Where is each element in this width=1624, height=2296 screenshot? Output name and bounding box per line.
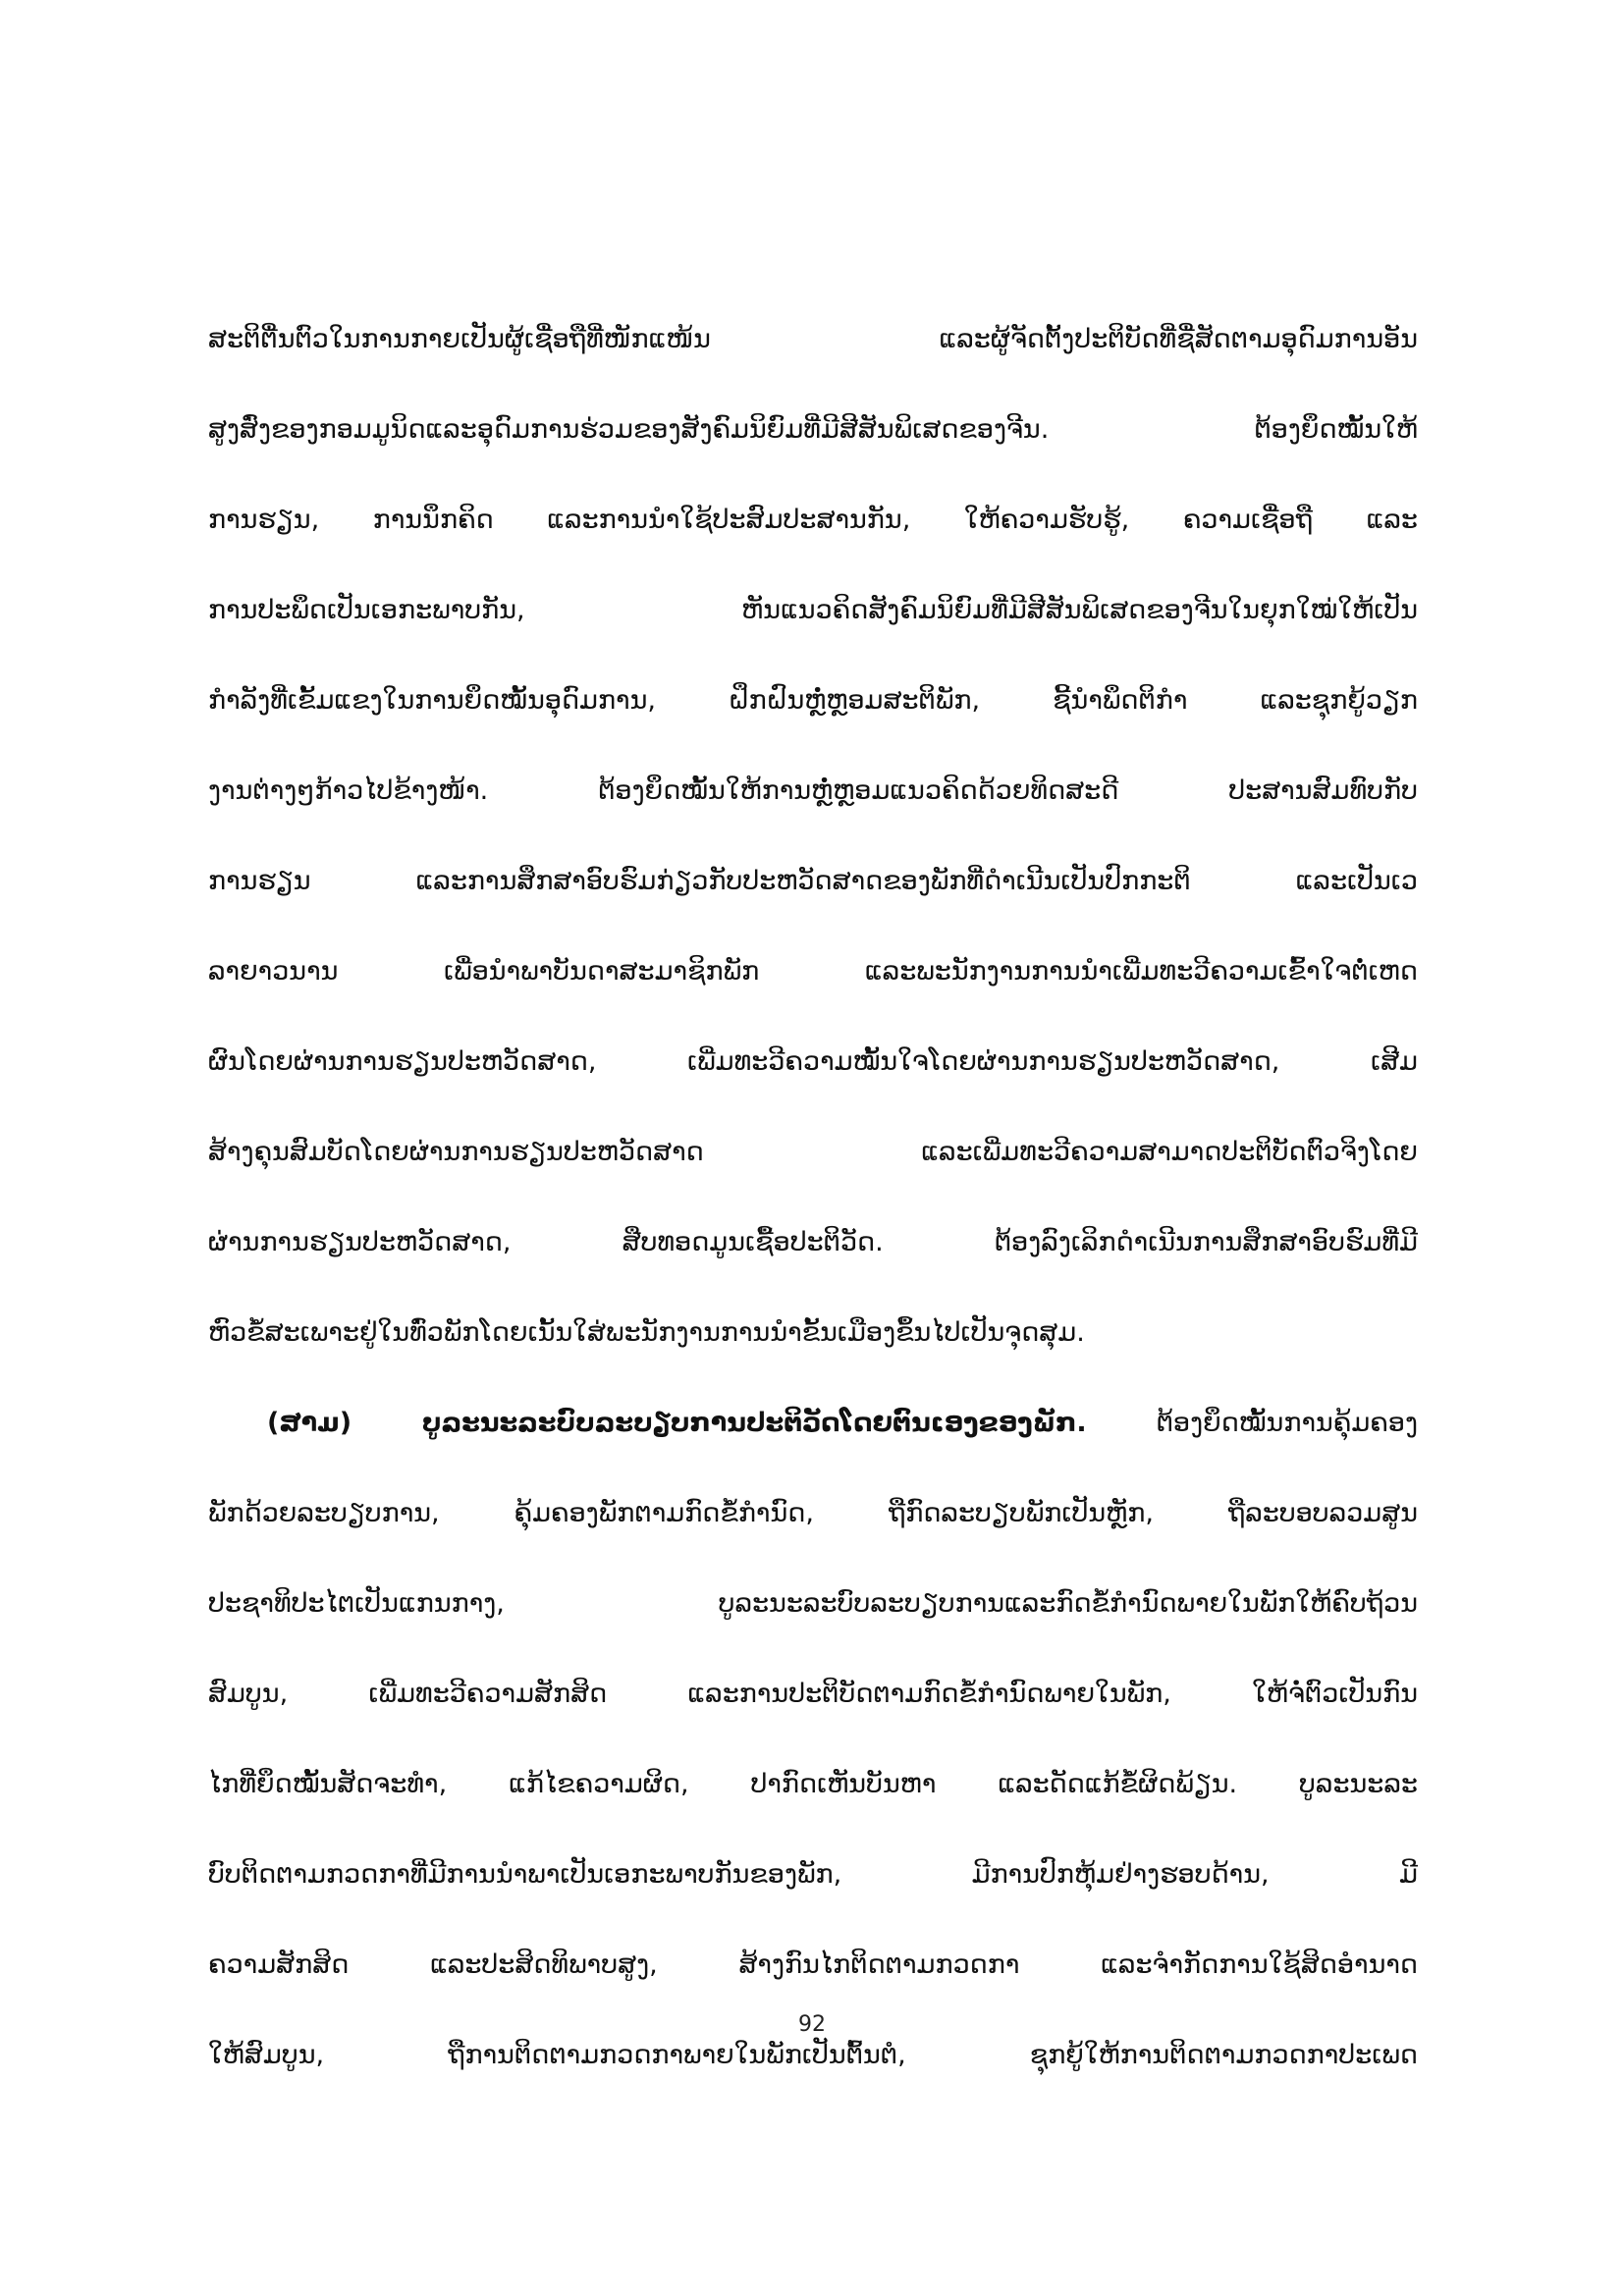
text-line: ຜ່ານການຮຽນປະຫວັດສາດ, ສືບທອດມູນເຊື້ອປະຕິວັດ. ຕ້ອງລົງເລິກດໍາເນີນການສຶກສາອົບຮົມທີ່ມີ: [208, 1227, 1418, 1257]
text-line: ສົມບູນ, ເພີ່ມທະວີຄວາມສັກສິດ ແລະການປະຕິບັດຕາມກົດຂໍ້ກໍານົດພາຍໃນພັກ, ໃຫ້ຈໍ່ຕົວເປັນກົນ: [208, 1679, 1418, 1709]
text-line: ການຮຽນ ແລະການສຶກສາອົບຮົມກ່ຽວກັບປະຫວັດສາດຂອງພັກທີ່ດໍາເນີນເປັນປົກກະຕິ ແລະເປັນເວ: [208, 866, 1418, 896]
section-heading: (ສາມ) ບູລະນະລະບົບລະບຽບການປະຕິວັດໂດຍຕົນເອງຂອງພັກ.: [267, 1408, 1087, 1438]
text-line: ບົບຕິດຕາມກວດກາທີ່ມີການນໍາພາເປັນເອກະພາບກັນຂອງພັກ, ມີການປົກຫຸ້ມຢ່າງຮອບດ້ານ, ມີ: [208, 1859, 1418, 1890]
text-line: ກໍາລັງທີ່ເຂັ້ມແຂງໃນການຍຶດໝັ້ນອຸດົມການ, ຝຶກຝົນຫຼໍ່ຫຼອມສະຕິພັກ, ຊີ້ນໍາພຶດຕິກໍາ ແລະຊຸກຍູ້ວຽກ: [208, 685, 1418, 716]
text-line: ການຮຽນ, ການນຶກຄິດ ແລະການນໍາໃຊ້ປະສົມປະສານກັນ, ໃຫ້ຄວາມຮັບຮູ້, ຄວາມເຊື່ອຖື ແລະ: [208, 505, 1418, 535]
text-line: ຄວາມສັກສິດ ແລະປະສິດທິພາບສູງ, ສ້າງກົນໄກຕິດຕາມກວດກາ ແລະຈໍາກັດການໃຊ້ສິດອໍານາດ: [208, 1949, 1418, 1980]
text-line: ຫົວຂໍ້ສະເພາະຢູ່ໃນທົ່ວພັກໂດຍເນັ້ນໃສ່ພະນັກງານການນໍາຂັ້ນເມືອງຂຶ້ນໄປເປັນຈຸດສຸມ.: [208, 1317, 1085, 1348]
section-text: ຕ້ອງຍຶດໝັ້ນການຄຸ້ມຄອງ: [1086, 1408, 1418, 1438]
text-line: ໄກທີ່ຍຶດໝັ້ນສັດຈະທໍາ, ແກ້ໄຂຄວາມຜິດ, ປາກົດເຫັນບັນຫາ ແລະດັດແກ້ຂໍ້ຜິດພ້ຽນ. ບູລະນະລະ: [208, 1769, 1418, 1799]
text-line: ສະຕິຕື່ນຕົວໃນການກາຍເປັນຜູ້ເຊື່ອຖືທີ່ໜັກແໜ້ນ ແລະຜູ້ຈັດຕັ້ງປະຕິບັດທີ່ຊື່ສັດຕາມອຸດົມການອັນ: [208, 324, 1418, 354]
text-line: ປະຊາທິປະໄຕເປັນແກນກາງ, ບູລະນະລະບົບລະບຽບການແລະກົດຂໍ້ກໍານົດພາຍໃນພັກໃຫ້ຄົບຖ້ວນ: [208, 1588, 1418, 1619]
text-line: ໃຫ້ສົມບູນ, ຖືການຕິດຕາມກວດກາພາຍໃນພັກເປັນຕົ້ນຕໍ, ຊຸກຍູ້ໃຫ້ການຕິດຕາມກວດກາປະເພດ: [208, 2040, 1418, 2070]
section-heading-line: [208, 1378, 1418, 1468]
text-line: ຜົນໂດຍຜ່ານການຮຽນປະຫວັດສາດ, ເພີ່ມທະວີຄວາມໝັ້ນໃຈໂດຍຜ່ານການຮຽນປະຫວັດສາດ, ເສີມ: [208, 1046, 1418, 1077]
text-line: ພັກດ້ວຍລະບຽບການ, ຄຸ້ມຄອງພັກຕາມກົດຂໍ້ກໍານົດ, ຖືກົດລະບຽບພັກເປັນຫຼັກ, ຖືລະບອບລວມສູນ: [208, 1498, 1418, 1528]
body-text: [208, 294, 1418, 2101]
text-line: ລາຍາວນານ ເພື່ອນໍາພາບັນດາສະມາຊິກພັກ ແລະພະນັກງານການນໍາເພີ່ມທະວີຄວາມເຂົ້າໃຈຕໍ່ເຫດ: [208, 956, 1418, 987]
text-line: ສ້າງຄຸນສົມບັດໂດຍຜ່ານການຮຽນປະຫວັດສາດ ແລະເພີ່ມທະວີຄວາມສາມາດປະຕິບັດຕົວຈິງໂດຍ: [208, 1137, 1418, 1167]
text-line: ສູງສົ່ງຂອງກອມມູນິດແລະອຸດົມການຮ່ວມຂອງສັງຄົມນິຍົມທີ່ມີສີສັນພິເສດຂອງຈີນ. ຕ້ອງຍຶດໝັ້ນໃຫ້: [208, 414, 1418, 445]
text-line: ງານຕ່າງໆກ້າວໄປຂ້າງໜ້າ. ຕ້ອງຍຶດໝັ້ນໃຫ້ການຫຼໍ່ຫຼອມແນວຄິດດ້ວຍທິດສະດີ ປະສານສົມທົບກັບ: [208, 775, 1418, 806]
text-line: ການປະພຶດເປັນເອກະພາບກັນ, ຫັນແນວຄິດສັງຄົມນິຍົມທີ່ມີສີສັນພິເສດຂອງຈີນໃນຍຸກໃໝ່ໃຫ້ເປັນ: [208, 595, 1418, 625]
page-number: 92: [798, 2012, 826, 2037]
